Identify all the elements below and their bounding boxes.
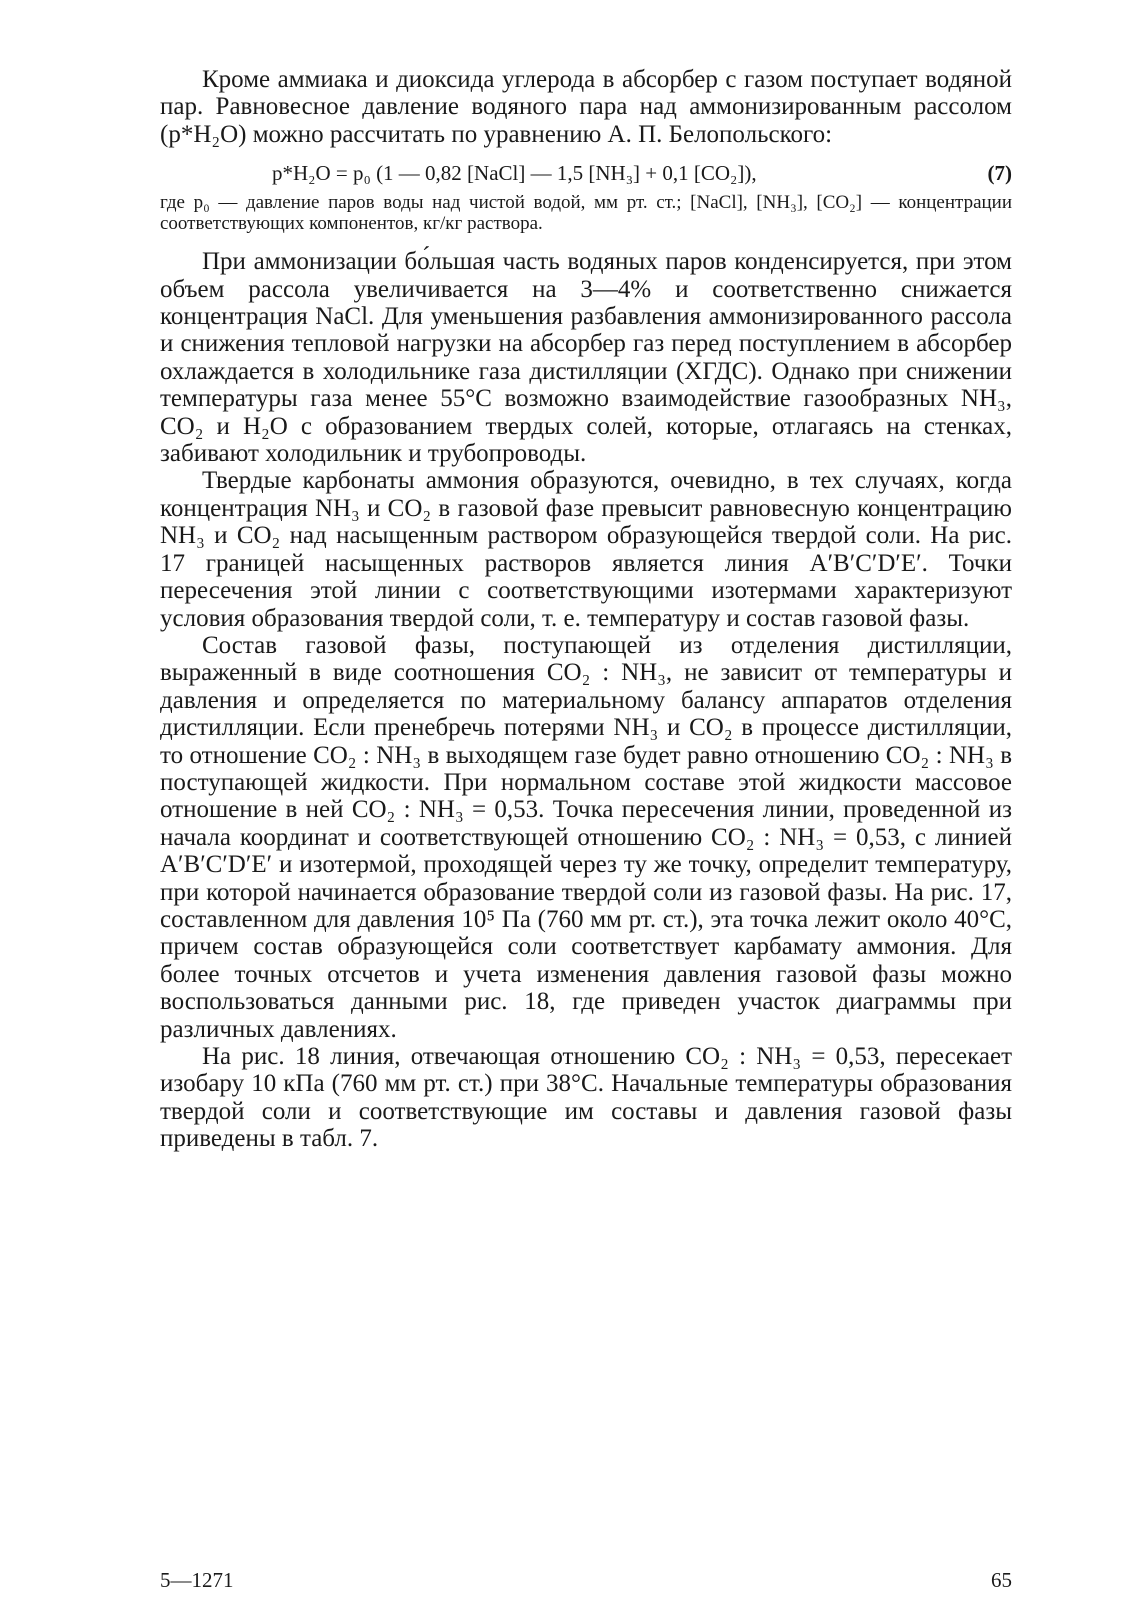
equation-7 [160, 158, 1012, 188]
paragraph-3: Твердые карбонаты аммония образуются, очевидно, в тех случаях, когда концентрация NH₃ и CO₂ в газовой фазе превысит равновесную концентрацию NH₃ и CO₂ над насыщенным раствором образующейся твердой соли. На рис. 17 границей насыщенных растворов является линия A′B′C′D′E′. Точки пересечения этой линии с соответствующими изотермами характеризуют условия образования твердой соли, т. е. температуру и состав газовой фазы. [160, 467, 1012, 632]
paragraph-4: Состав газовой фазы, поступающей из отделения дистилляции, выраженный в виде соотношения CO₂ : NH₃, не зависит от температуры и давления и определяется по материальному балансу аппаратов отделения дистилляции. Если пренебречь потерями NH₃ и CO₂ в процессе дистилляции, то отношение CO₂ : NH₃ в выходящем газе будет равно отношению CO₂ : NH₃ в поступающей жидкости. При нормальном составе этой жидкости массовое отношение в ней CO₂ : NH₃ = 0,53. Точка пересечения линии, проведенной из начала координат и соответствующей отношению CO₂ : NH₃ = 0,53, с линией A′B′C′D′E′ и изотермой, проходящей через ту же точку, определит температуру, при которой начинается образование твердой соли из газовой фазы. На рис. 17, составленном для давления 10⁵ Па (760 мм рт. ст.), эта точка лежит около 40°C, причем состав образующейся соли соответствует карбамату аммония. Для более точных отсчетов и учета изменения давления газовой фазы можно воспользоваться данными рис. 18, где приведен участок диаграммы при различных давлениях. [160, 631, 1012, 1043]
paragraph-2: При аммонизации бо́льшая часть водяных паров конденсируется, при этом объем рассола увеличивается на 3—4% и соответственно снижается концентрация NaCl. Для уменьшения разбавления аммонизированного рассола и снижения тепловой нагрузки на абсорбер газ перед поступлением в абсорбер охлаждается в холодильнике газа дистилляции (ХГДС). Однако при снижении температуры газа менее 55°C возможно взаимодействие газообразных NH₃, CO₂ и H₂O с образованием твердых солей, которые, отлагаясь на стенках, забивают холодильник и трубопроводы. [160, 248, 1012, 468]
equation-expression: p*H₂O = p₀ (1 — 0,82 [NaCl] — 1,5 [NH₃] + 0,1 [CO₂]), [272, 161, 757, 186]
equation-note: где p₀ — давление паров воды над чистой водой, мм рт. ст.; [NaCl], [NH₃], [CO₂] — концентрации соответствующих компонентов, кг/кг раствора. [160, 192, 1012, 235]
paragraph-5: На рис. 18 линия, отвечающая отношению CO₂ : NH₃ = 0,53, пересекает изобару 10 кПа (760 мм рт. ст.) при 38°C. Начальные температуры образования твердой соли и соответствующие им составы и давления газовой фазы приведены в табл. 7. [160, 1043, 1012, 1153]
page-body [160, 66, 1012, 1153]
page-number: 65 [991, 1568, 1012, 1592]
signature-mark: 5—1271 [160, 1568, 234, 1592]
paragraph-1: Кроме аммиака и диоксида углерода в абсорбер с газом поступает водяной пар. Равновесное давление водяного пара над аммонизированным рассолом (p*H₂O) можно рассчитать по уравнению А. П. Белопольского: [160, 66, 1012, 148]
equation-number: (7) [987, 161, 1012, 186]
